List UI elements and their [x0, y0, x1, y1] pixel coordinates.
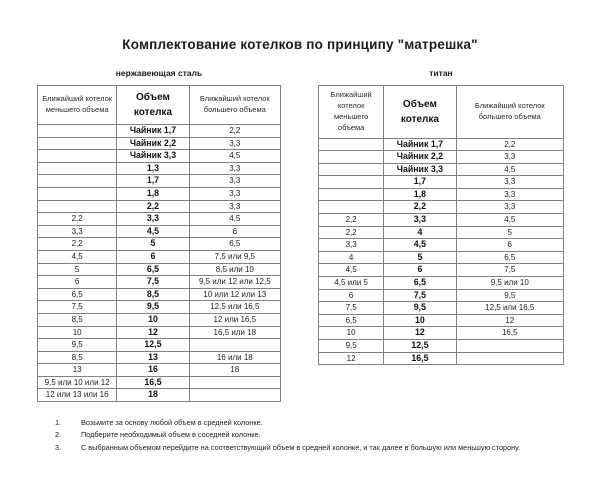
table-cell: 7,5: [117, 276, 189, 289]
steel-table-body: [38, 125, 281, 402]
table-cell: 16: [117, 364, 189, 377]
table-cell: [319, 188, 384, 201]
table-cell: 5: [117, 238, 189, 251]
table-cell: 3,3: [456, 151, 563, 164]
table-cell: 2,2: [38, 238, 117, 251]
table-row: [38, 301, 281, 314]
table-cell: 4: [384, 226, 456, 239]
table-cell: 3,3: [189, 162, 280, 175]
header-larger-pot: Ближайший котелок большего объема: [456, 86, 563, 139]
table-row: [319, 352, 564, 365]
table-cell: 6,5: [38, 288, 117, 301]
table-cell: [38, 162, 117, 175]
titan-table-header: [319, 86, 564, 139]
table-row: [38, 238, 281, 251]
table-row: [38, 137, 281, 150]
table-cell: 6: [38, 276, 117, 289]
table-cell: 13: [117, 351, 189, 364]
table-cell: 6: [456, 239, 563, 252]
table-cell: 16,5: [117, 376, 189, 389]
table-cell: 6,5: [117, 263, 189, 276]
table-cell: 4,5 или 5: [319, 277, 384, 290]
table-cell: 12: [117, 326, 189, 339]
table-cell: [189, 389, 280, 402]
table-cell: 7,5: [384, 289, 456, 302]
table-cell: 3,3: [456, 201, 563, 214]
table-row: [38, 187, 281, 200]
steel-table-section: [37, 68, 281, 402]
table-cell: 2,2: [38, 213, 117, 226]
table-cell: [38, 187, 117, 200]
table-row: [38, 376, 281, 389]
table-row: [319, 138, 564, 151]
table-cell: 10: [384, 314, 456, 327]
note-item: [55, 419, 575, 426]
table-row: [319, 340, 564, 353]
table-cell: 4,5: [319, 264, 384, 277]
table-cell: [38, 150, 117, 163]
table-cell: 2,2: [319, 226, 384, 239]
table-cell: 1,8: [117, 187, 189, 200]
table-cell: 12: [319, 352, 384, 365]
note-text: Подберите необходимый объем в соседней колонке.: [81, 430, 261, 440]
table-cell: [38, 175, 117, 188]
table-cell: [189, 339, 280, 352]
table-cell: 3,3: [189, 187, 280, 200]
table-cell: [319, 151, 384, 164]
header-smaller-pot: Ближайший котелок меньшего объема: [319, 86, 384, 139]
titan-table-body: [319, 138, 564, 365]
table-cell: 3,3: [189, 175, 280, 188]
table-cell: 3,3: [319, 239, 384, 252]
table-cell: 6: [319, 289, 384, 302]
notes-list: [55, 419, 575, 456]
table-cell: 8,5: [38, 313, 117, 326]
table-row: [38, 288, 281, 301]
table-cell: 12: [456, 314, 563, 327]
note-number: 3.: [55, 442, 62, 452]
table-row: [38, 313, 281, 326]
table-cell: [319, 201, 384, 214]
table-cell: 10: [38, 326, 117, 339]
table-row: [319, 264, 564, 277]
table-cell: Чайник 2,2: [384, 151, 456, 164]
table-cell: 10: [319, 327, 384, 340]
steel-table: [37, 85, 281, 402]
table-cell: [38, 137, 117, 150]
table-row: [38, 326, 281, 339]
table-cell: 12,5 или 16,5: [456, 302, 563, 315]
table-cell: 16,5: [456, 327, 563, 340]
table-cell: 9,5: [319, 340, 384, 353]
table-cell: 4: [319, 251, 384, 264]
table-cell: 3,3: [117, 213, 189, 226]
table-cell: 6: [189, 225, 280, 238]
table-row: [38, 150, 281, 163]
table-row: [38, 263, 281, 276]
table-cell: 12 или 13 или 16: [38, 389, 117, 402]
table-cell: 9,5 или 10 или 12: [38, 376, 117, 389]
table-cell: 4,5: [189, 213, 280, 226]
table-cell: 4,5: [384, 239, 456, 252]
table-row: [319, 251, 564, 264]
table-cell: 6,5: [456, 251, 563, 264]
titan-table: [318, 85, 564, 365]
table-cell: 7,5: [456, 264, 563, 277]
table-cell: 13: [38, 364, 117, 377]
table-row: [319, 226, 564, 239]
table-cell: 1,8: [384, 188, 456, 201]
table-row: [38, 162, 281, 175]
table-cell: 2,2: [189, 125, 280, 138]
table-row: [319, 201, 564, 214]
table-cell: 9,5: [38, 339, 117, 352]
table-cell: [319, 138, 384, 151]
table-cell: 9,5 или 10: [456, 277, 563, 290]
table-cell: 8,5: [117, 288, 189, 301]
header-smaller-pot: Ближайший котелок меньшего объема: [38, 86, 117, 125]
table-cell: 12: [384, 327, 456, 340]
titan-table-section: [318, 68, 564, 365]
steel-table-header: [38, 86, 281, 125]
table-row: [319, 314, 564, 327]
table-row: [319, 176, 564, 189]
table-cell: 3,3: [456, 176, 563, 189]
note-number: 2.: [55, 430, 62, 440]
table-cell: 12,5 или 16,5: [189, 301, 280, 314]
table-cell: Чайник 2,2: [117, 137, 189, 150]
table-cell: Чайник 3,3: [384, 163, 456, 176]
table-cell: 5: [38, 263, 117, 276]
titan-table-subtitle: титан: [429, 68, 453, 78]
table-cell: 4,5: [38, 250, 117, 263]
table-cell: 1,3: [117, 162, 189, 175]
table-row: [319, 327, 564, 340]
table-cell: 6: [117, 250, 189, 263]
table-cell: 8,5: [38, 351, 117, 364]
table-cell: [319, 163, 384, 176]
table-cell: 8,5 или 10: [189, 263, 280, 276]
table-row: [38, 250, 281, 263]
table-cell: [38, 125, 117, 138]
table-row: [38, 175, 281, 188]
table-cell: [456, 340, 563, 353]
table-cell: [319, 176, 384, 189]
table-cell: [189, 376, 280, 389]
table-cell: Чайник 1,7: [117, 125, 189, 138]
table-cell: 12,5: [117, 339, 189, 352]
table-cell: 10 или 12 или 13: [189, 288, 280, 301]
table-row: [38, 339, 281, 352]
table-cell: 16 или 18: [189, 351, 280, 364]
table-row: [319, 214, 564, 227]
table-row: [319, 277, 564, 290]
table-cell: 5: [384, 251, 456, 264]
table-row: [319, 188, 564, 201]
table-cell: 1,7: [384, 176, 456, 189]
table-cell: [456, 352, 563, 365]
table-cell: 4,5: [117, 225, 189, 238]
table-cell: 3,3: [189, 200, 280, 213]
table-cell: 9,5: [117, 301, 189, 314]
table-cell: 12,5: [384, 340, 456, 353]
page-title: Комплектование котелков по принципу "матрешка": [122, 37, 478, 52]
table-row: [38, 200, 281, 213]
table-cell: 1,7: [117, 175, 189, 188]
table-row: [319, 239, 564, 252]
table-cell: 6,5: [319, 314, 384, 327]
table-cell: 9,5: [456, 289, 563, 302]
table-cell: 7,5 или 9,5: [189, 250, 280, 263]
table-cell: 16,5: [384, 352, 456, 365]
table-row: [319, 163, 564, 176]
table-row: [38, 213, 281, 226]
table-cell: 9,5 или 12 или 12,5: [189, 276, 280, 289]
table-row: [319, 151, 564, 164]
table-row: [38, 125, 281, 138]
table-cell: 16,5 или 18: [189, 326, 280, 339]
table-cell: 5: [456, 226, 563, 239]
table-cell: 18: [117, 389, 189, 402]
table-cell: Чайник 1,7: [384, 138, 456, 151]
header-larger-pot: Ближайший котелок большего объема: [189, 86, 280, 125]
note-number: 1.: [55, 418, 62, 427]
table-cell: 2,2: [319, 214, 384, 227]
table-cell: 4,5: [456, 214, 563, 227]
table-row: [38, 351, 281, 364]
table-row: [38, 364, 281, 377]
table-cell: 4,5: [456, 163, 563, 176]
table-cell: 2,2: [456, 138, 563, 151]
steel-table-subtitle: нержавеющая сталь: [115, 68, 203, 78]
table-cell: 2,2: [117, 200, 189, 213]
table-cell: 3,3: [456, 188, 563, 201]
table-cell: 6,5: [384, 277, 456, 290]
table-cell: 3,3: [384, 214, 456, 227]
table-row: [38, 225, 281, 238]
table-cell: [38, 200, 117, 213]
note-text: Возьмите за основу любой объем в средней колонке.: [81, 418, 263, 427]
table-row: [319, 289, 564, 302]
header-pot-volume: Объем котелка: [117, 86, 189, 125]
table-cell: 6: [384, 264, 456, 277]
table-cell: 3,3: [38, 225, 117, 238]
table-cell: 18: [189, 364, 280, 377]
table-cell: 6,5: [189, 238, 280, 251]
table-cell: 9,5: [384, 302, 456, 315]
note-item: [55, 431, 575, 438]
note-item: [55, 444, 575, 451]
table-cell: 7,5: [319, 302, 384, 315]
table-cell: 7,5: [38, 301, 117, 314]
table-cell: 12 или 16,5: [189, 313, 280, 326]
table-row: [38, 276, 281, 289]
header-pot-volume: Объем котелка: [384, 86, 456, 139]
table-cell: 4,5: [189, 150, 280, 163]
table-cell: 10: [117, 313, 189, 326]
table-cell: 2,2: [384, 201, 456, 214]
table-cell: 3,3: [189, 137, 280, 150]
table-row: [38, 389, 281, 402]
table-row: [319, 302, 564, 315]
table-cell: Чайник 3,3: [117, 150, 189, 163]
note-text: С выбранным объемом перейдите на соответствующий объем в средней колонке, и так далее в большую или меньшую сторону.: [81, 442, 521, 452]
